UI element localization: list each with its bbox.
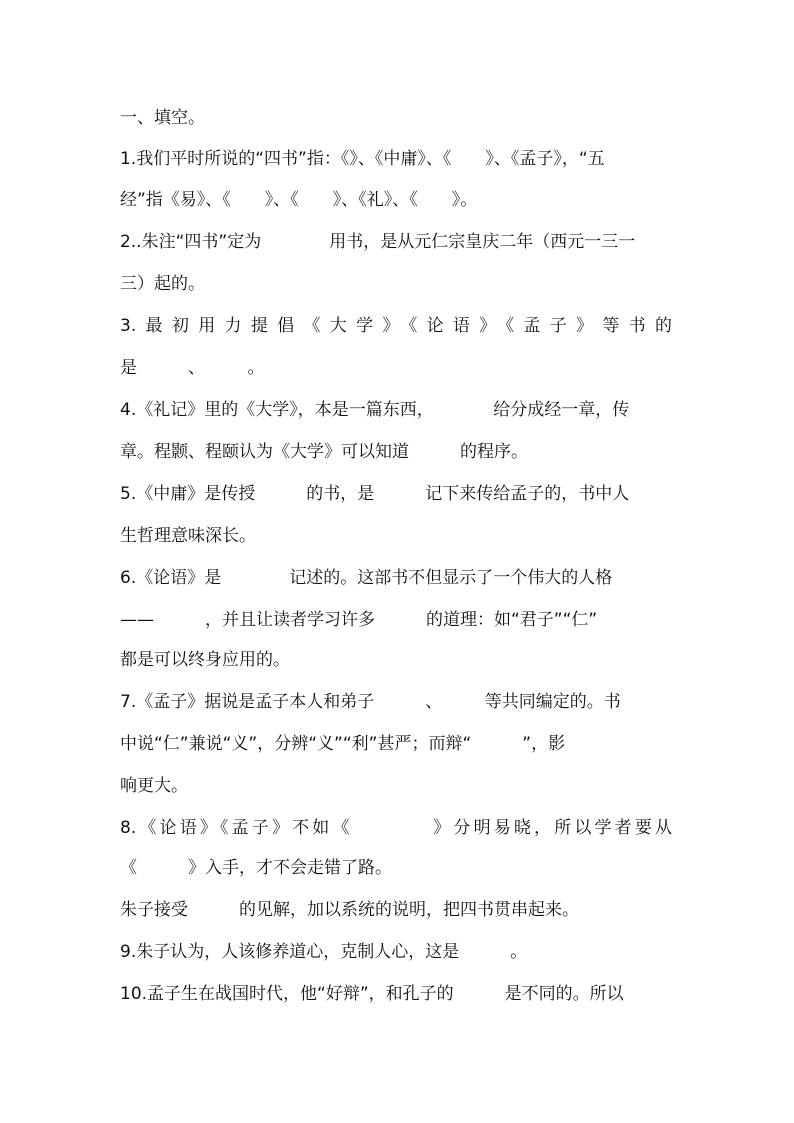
question-1-line-1: 1.我们平时所说的“四书”指：《》、《中庸》、《 》、《孟子》，“五: [120, 149, 605, 169]
question-2-line-1: 2..朱注“四书”定为 用书，是从元仁宗皇庆二年（西元一三一: [120, 232, 636, 252]
question-1-line-2: 经”指《易》、《 》、《 》、《礼》、《 》。: [120, 190, 478, 210]
extra-statement-line: 朱子接受 的见解，加以系统的说明，把四书贯串起来。: [120, 900, 579, 920]
question-7-line-1: 7.《孟子》据说是孟子本人和弟子 、 等共同编定的。书: [120, 692, 621, 712]
question-8-line-1: 8.《论语》《孟子》不如《 》分明易晓，所以学者要从: [120, 818, 672, 838]
question-8-line-2: 《 》入手，才不会走错了路。: [120, 858, 392, 878]
question-9-line-1: 9.朱子认为，人该修养道心，克制人心，这是 。: [120, 942, 528, 962]
question-7-line-3: 响更大。: [120, 776, 188, 796]
section-heading: 一、填空。: [120, 108, 205, 128]
question-7-line-2: 中说“仁”兼说“义”，分辨“义”“利”甚严；而辩“ ”，影: [120, 734, 566, 754]
question-6-line-1: 6.《论语》是 记述的。这部书不但显示了一个伟大的人格: [120, 568, 613, 588]
question-6-line-3: 都是可以终身应用的。: [120, 650, 290, 670]
question-6-line-2: —— ，并且让读者学习许多 的道理：如“君子”“仁”: [120, 610, 598, 630]
question-4-line-2: 章。程颢、程颐认为《大学》可以知道 的程序。: [120, 442, 528, 462]
question-5-line-1: 5.《中庸》是传授 的书，是 记下来传给孟子的，书中人: [120, 484, 630, 504]
question-5-line-2: 生哲理意味深长。: [120, 526, 256, 546]
question-10-line-1: 10.孟子生在战国时代，他“好辩”，和孔子的 是不同的。所以: [120, 984, 624, 1004]
question-3-line-2: 是 、 。: [120, 358, 265, 378]
question-2-line-2: 三）起的。: [120, 274, 205, 294]
question-4-line-1: 4.《礼记》里的《大学》，本是一篇东西， 给分成经一章，传: [120, 400, 630, 420]
question-3-line-1: 3.最初用力提倡《大学》《论语》《孟子》等书的: [120, 316, 672, 336]
